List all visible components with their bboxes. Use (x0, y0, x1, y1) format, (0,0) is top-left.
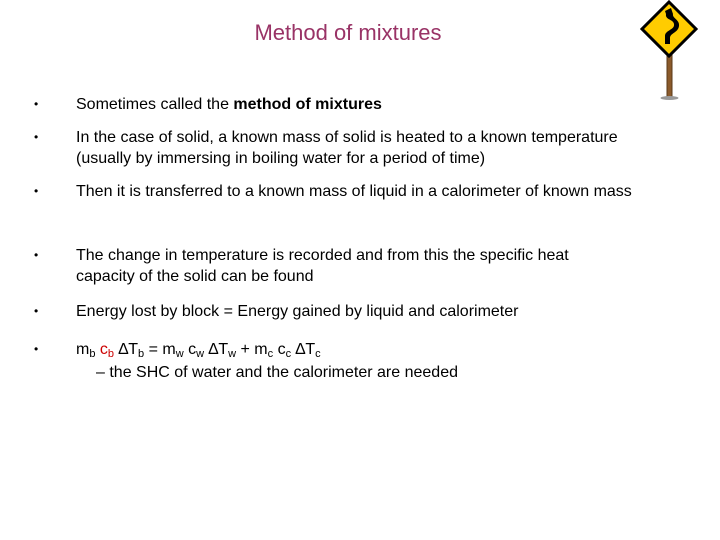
warning-sign-icon (638, 0, 700, 100)
emphasis-text: method of mixtures (233, 96, 382, 113)
bullet-dot: • (34, 97, 39, 111)
bullet-text: Then it is transferred to a known mass of liquid in a calorimeter of known mass (76, 183, 632, 200)
bullet-text: Energy lost by block = Energy gained by liquid and calorimeter (76, 303, 519, 320)
bullet-dot: • (34, 248, 39, 262)
slide-title: Method of mixtures (254, 20, 442, 45)
bullet-dot: • (34, 304, 39, 318)
bullet-text: In the case of solid, a known mass of solid is heated to a known temperature (usually by immersing in boiling water for a period of time) (76, 129, 618, 167)
bullet-text: Sometimes called the method of mixtures (76, 96, 382, 113)
bullet-dot: • (34, 184, 39, 198)
equation: mb cb ∆Tb = mw cw ∆Tw + mc cc ∆Tc (76, 341, 321, 360)
sub-bullet-text: – the SHC of water and the calorimeter are needed (96, 364, 458, 381)
bullet-dot: • (34, 130, 39, 144)
bullet-text: The change in temperature is recorded and from this the specific heat capacity of the solid can be found (76, 247, 569, 285)
bullet-dot: • (34, 342, 39, 356)
